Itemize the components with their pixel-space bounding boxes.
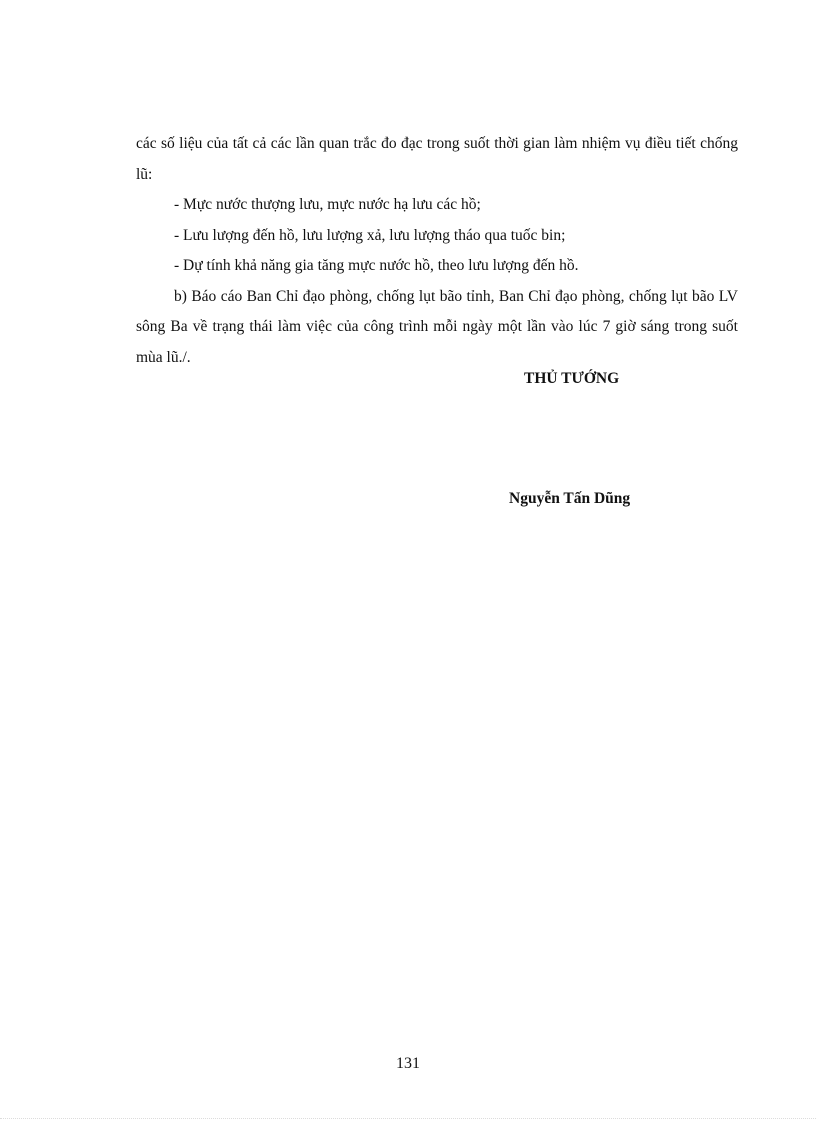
page-number: 131 (396, 1055, 420, 1072)
footer-divider (0, 1118, 816, 1119)
signer-name: Nguyễn Tấn Dũng (509, 490, 631, 507)
body-text (136, 129, 738, 373)
list-item-flow-rate: - Lưu lượng đến hồ, lưu lượng xả, lưu lượng tháo qua tuốc bin; (174, 226, 566, 244)
paragraph-continuation: các số liệu của tất cả các lần quan trắc đo đạc trong suốt thời gian làm nhiệm vụ điều tiết chống lũ: (136, 135, 738, 183)
signature-title: THỦ TƯỚNG (524, 370, 620, 387)
list-item-water-level: - Mực nước thượng lưu, mực nước hạ lưu các hồ; (174, 196, 481, 213)
list-item-forecast: - Dự tính khả năng gia tăng mực nước hồ, theo lưu lượng đến hồ. (174, 257, 579, 274)
paragraph-report: b) Báo cáo Ban Chỉ đạo phòng, chống lụt bão tỉnh, Ban Chỉ đạo phòng, chống lụt bão LV sông Ba về trạng thái làm việc của công trình mỗi ngày một lần vào lúc 7 giờ sáng trong suốt mùa lũ./. (136, 287, 738, 366)
